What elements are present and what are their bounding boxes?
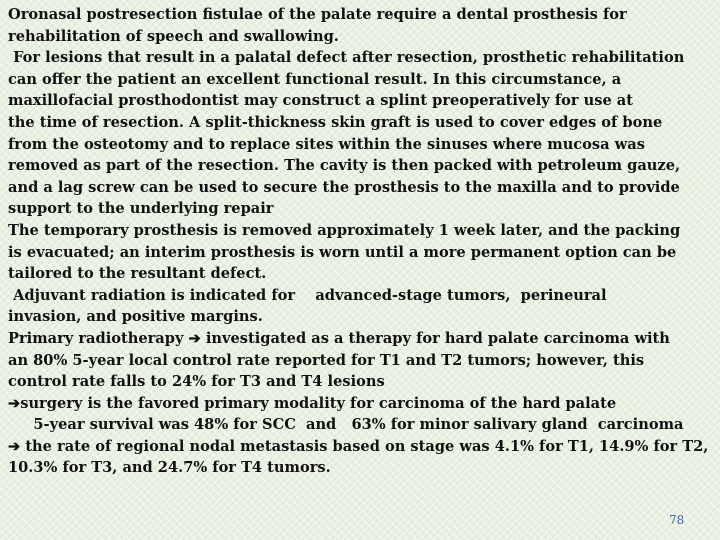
text-line: Adjuvant radiation is indicated for advanced-stage tumors, perineural: [8, 286, 607, 304]
text-line: The temporary prosthesis is removed approximately 1 week later, and the packing: [8, 221, 681, 239]
text-segment: the rate of regional nodal metastasis based on stage was 4.1% for T1, 14.9% for T2,: [20, 437, 709, 455]
text-segment: Primary radiotherapy: [8, 329, 189, 347]
text-line: and a lag screw can be used to secure the prosthesis to the maxilla and to provide: [8, 178, 680, 196]
page-number: 78: [669, 513, 685, 527]
text-line: 10.3% for T3, and 24.7% for T4 tumors.: [8, 459, 331, 477]
arrow-icon: ➔: [8, 394, 21, 412]
text-line: can offer the patient an excellent functional result. In this circumstance, a: [8, 70, 622, 88]
text-line: 5-year survival was 48% for SCC and 63% for minor salivary gland carcinoma: [8, 416, 684, 434]
text-line: control rate falls to 24% for T3 and T4 lesions: [8, 373, 385, 391]
text-line: [8, 436, 712, 458]
text-line: rehabilitation of speech and swallowing.: [8, 27, 339, 45]
arrow-icon: ➔: [8, 437, 21, 455]
text-line: tailored to the resultant defect.: [8, 265, 267, 283]
text-line: invasion, and positive margins.: [8, 308, 263, 326]
text-line: support to the underlying repair: [8, 200, 274, 218]
text-segment: investigated as a therapy for hard palate carcinoma with: [200, 329, 670, 347]
text-line: from the osteotomy and to replace sites within the sinuses where mucosa was: [8, 135, 645, 153]
text-line: [8, 393, 712, 415]
text-line: [8, 328, 712, 350]
text-line: the time of resection. A split-thickness skin graft is used to cover edges of bone: [8, 113, 663, 131]
text-line: is evacuated; an interim prosthesis is worn until a more permanent option can be: [8, 243, 677, 261]
text-segment: surgery is the favored primary modality for carcinoma of the hard palate: [20, 394, 617, 412]
slide-body: [8, 4, 712, 479]
arrow-icon: ➔: [188, 329, 201, 347]
text-line: For lesions that result in a palatal defect after resection, prosthetic rehabilitation: [8, 49, 685, 67]
text-line: Oronasal postresection fistulae of the palate require a dental prosthesis for: [8, 6, 627, 23]
text-line: an 80% 5-year local control rate reported for T1 and T2 tumors; however, this: [8, 351, 645, 369]
text-line: maxillofacial prosthodontist may construct a splint preoperatively for use at: [8, 92, 634, 110]
text-line: removed as part of the resection. The cavity is then packed with petroleum gauze,: [8, 157, 681, 175]
